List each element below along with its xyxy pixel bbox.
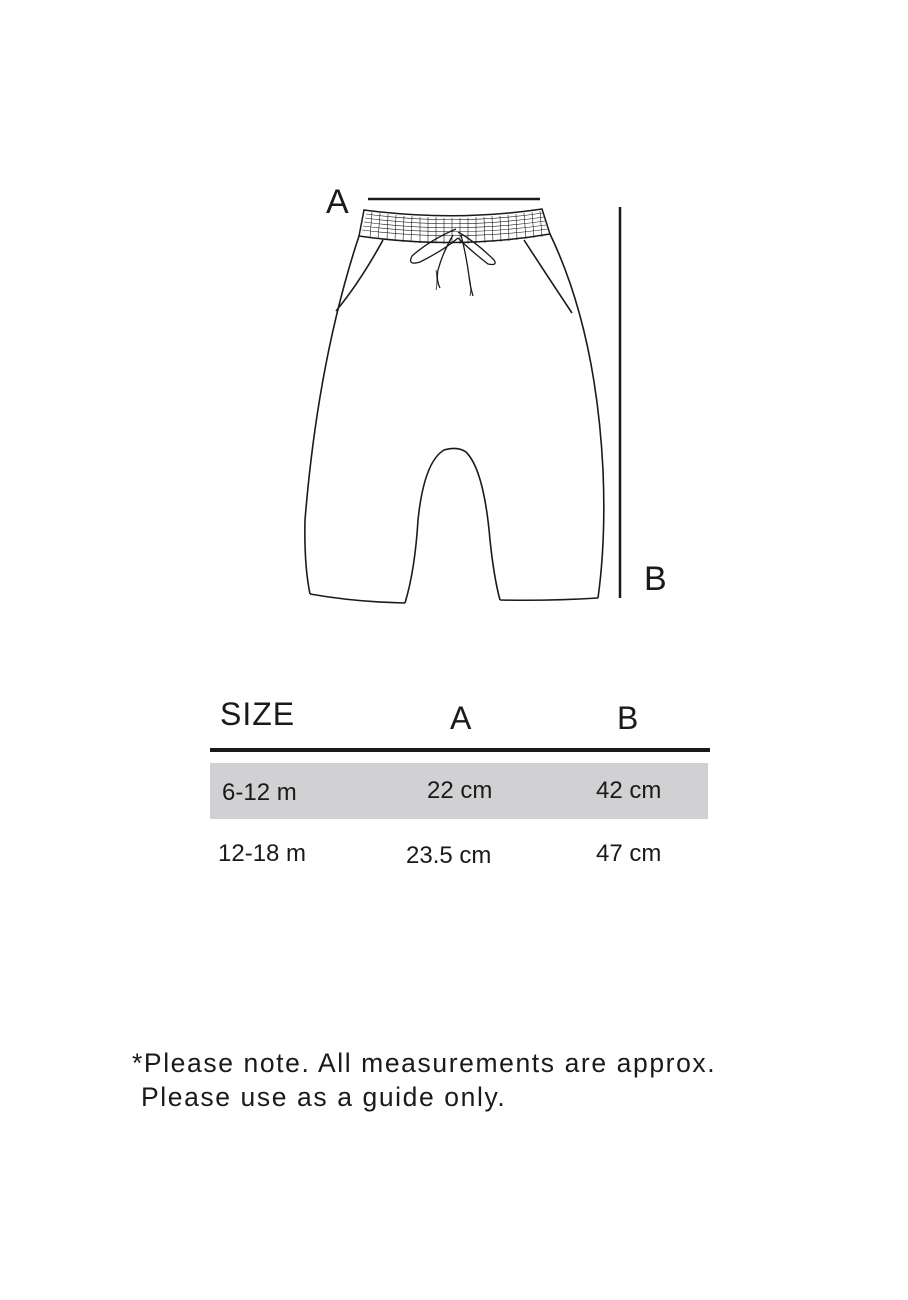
garment-diagram xyxy=(0,0,908,640)
header-a: A xyxy=(450,700,473,736)
header-size: SIZE xyxy=(220,696,296,732)
cell-size: 6-12 m xyxy=(222,779,297,806)
shorts-outline xyxy=(305,234,604,603)
table-row xyxy=(210,763,708,819)
dimension-a-label: A xyxy=(326,183,349,221)
cell-a: 23.5 cm xyxy=(406,842,492,869)
dimension-b-label: B xyxy=(644,560,667,598)
cell-b: 42 cm xyxy=(596,777,662,804)
header-divider xyxy=(210,748,710,752)
disclaimer-note xyxy=(132,1046,716,1114)
cell-b: 47 cm xyxy=(596,840,662,867)
note-line-2: Please use as a guide only. xyxy=(132,1082,507,1112)
cell-size: 12-18 m xyxy=(218,840,307,867)
table-row xyxy=(210,824,708,880)
note-line-1: *Please note. All measurements are approx. xyxy=(132,1048,717,1078)
table-header xyxy=(210,690,710,748)
cell-a: 22 cm xyxy=(427,777,493,804)
shorts-illustration xyxy=(0,0,908,640)
waistband xyxy=(359,209,550,244)
size-table xyxy=(210,690,710,869)
header-b: B xyxy=(617,700,640,736)
